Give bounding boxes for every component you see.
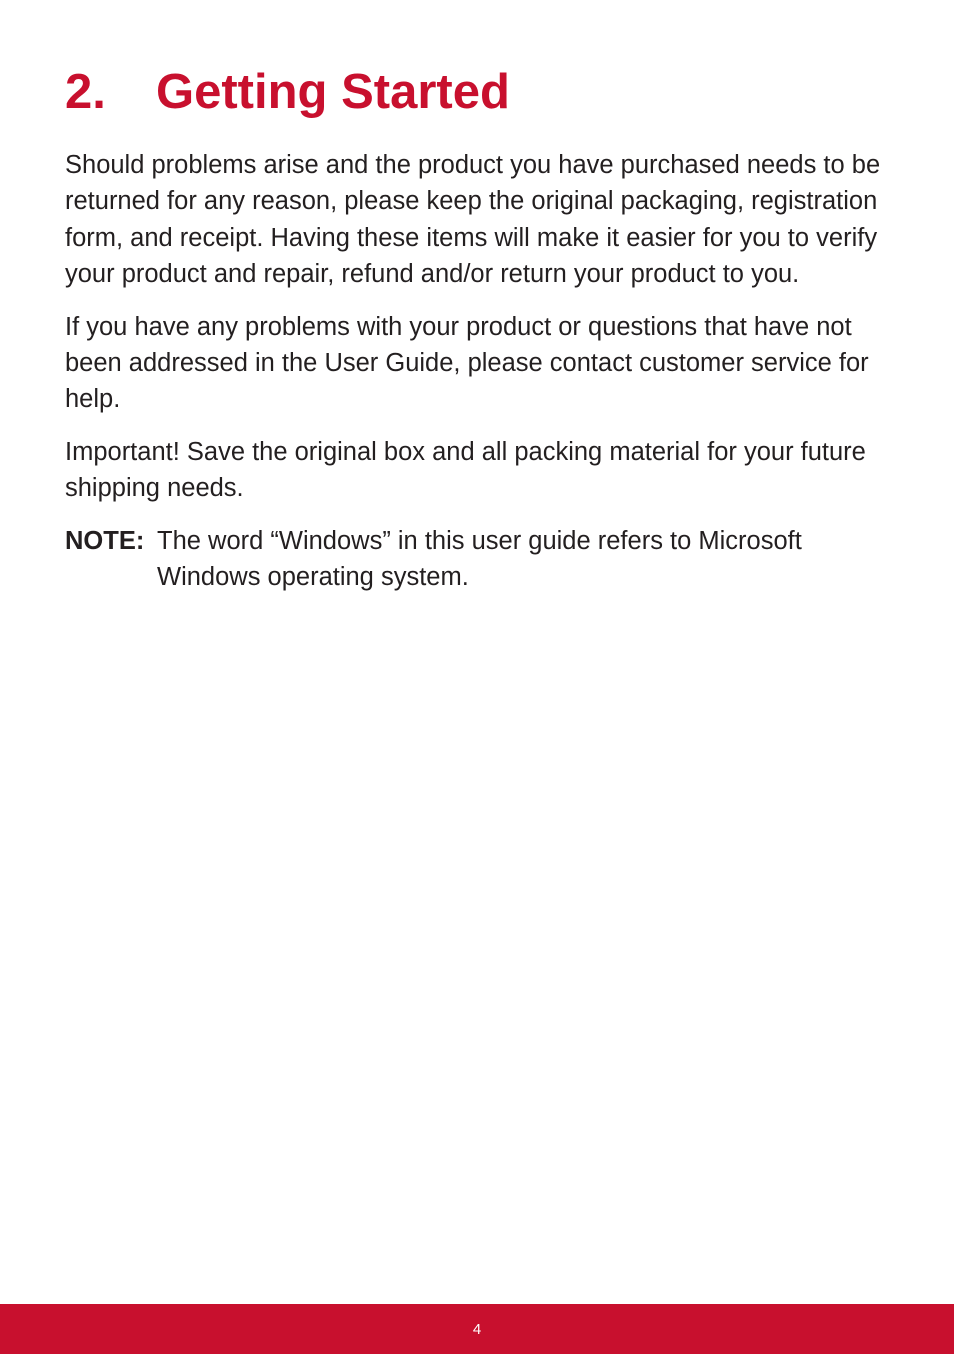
paragraph-returns: Should problems arise and the product you have purchased needs to be returned for any reason, please keep the original packaging, registration form, and receipt. Having these items will make it easier for you to verify your product and repair, refund and/or return your product to you. [65, 151, 881, 289]
footer-bar [0, 1304, 954, 1354]
section-number: 2. [65, 65, 106, 119]
note-label: NOTE: [65, 526, 145, 555]
paragraph-support: If you have any problems with your product or questions that have not been addressed in the User Guide, please contact customer service for help. [65, 312, 869, 414]
page-content [65, 60, 895, 595]
paragraph-important: Important! Save the original box and all packing material for your future shipping needs. [65, 437, 866, 503]
section-heading [65, 60, 895, 124]
section-title: Getting Started [156, 65, 510, 119]
page-number: 4 [472, 1320, 482, 1338]
note-block [65, 523, 895, 596]
note-text: The word “Windows” in this user guide refers to Microsoft Windows operating system. [157, 526, 802, 592]
